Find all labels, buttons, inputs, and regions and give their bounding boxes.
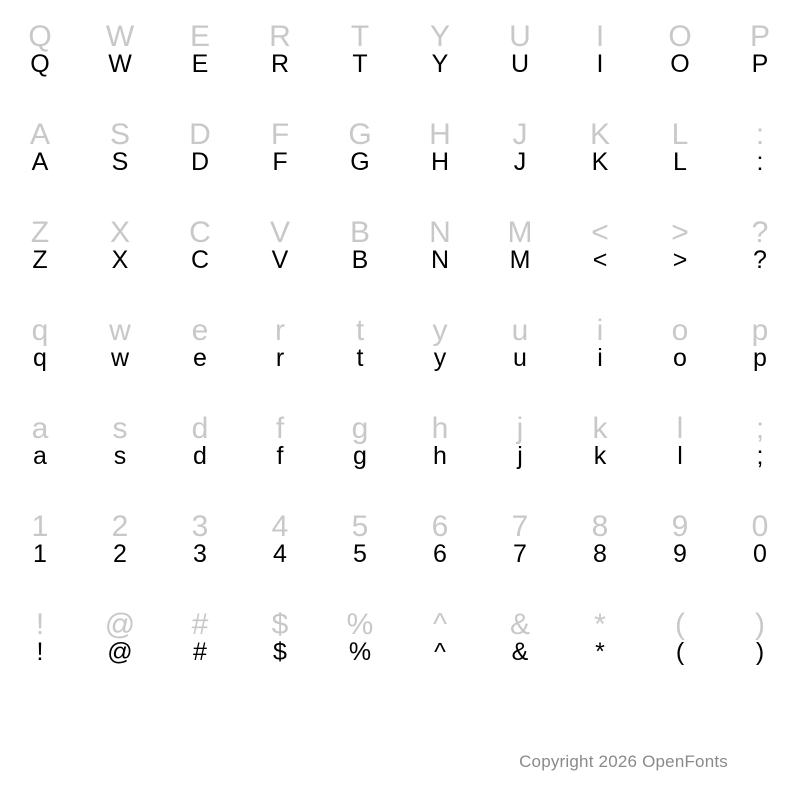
glyph-cell: 6 [431,510,449,543]
glyph-cell: 5 [353,540,367,568]
glyph-cell: h [431,412,449,445]
glyph-cell: A [31,148,49,176]
glyph-cell: ; [755,412,765,445]
glyph-cell: f [276,442,284,470]
glyph-cell: X [109,216,130,249]
glyph-cell: R [270,50,290,78]
glyph-cell: ? [751,216,769,249]
glyph-cell: 6 [433,540,447,568]
glyph-cell: G [348,118,372,151]
glyph-cell: w [109,314,131,347]
glyph-cell: t [355,314,365,347]
glyph-cell: * [594,608,606,641]
glyph-cell: d [191,412,209,445]
glyph-row [0,444,800,490]
glyph-cell: L [671,118,689,151]
glyph-cell: ; [756,442,764,470]
glyph-cell: a [31,412,49,445]
glyph-cell: U [510,50,530,78]
glyph-cell: X [111,246,129,274]
glyph-cell: q [31,314,49,347]
glyph-cell: ( [675,608,685,641]
glyph-cell: 8 [591,510,609,543]
glyph-cell: W [105,20,135,53]
glyph-row [0,588,800,640]
glyph-cell: ^ [434,638,446,666]
glyph-row [0,542,800,588]
glyph-cell: @ [104,608,136,641]
glyph-cell: P [751,50,769,78]
glyph-cell: N [430,246,450,274]
glyph-cell: C [189,216,211,249]
glyph-cell: g [351,412,369,445]
glyph-cell: d [193,442,207,470]
glyph-cell: E [189,20,210,53]
glyph-cell: w [110,344,130,372]
glyph-cell: 1 [31,510,49,543]
glyph-cell: K [591,148,609,176]
glyph-row [0,52,800,98]
glyph-cell: 3 [191,510,209,543]
glyph-cell: Q [28,20,52,53]
glyph-cell: * [595,638,605,666]
glyph-cell: o [671,314,689,347]
glyph-cell: y [432,314,448,347]
glyph-cell: > [672,246,688,274]
glyph-cell: u [511,314,529,347]
glyph-cell: u [513,344,527,372]
glyph-cell: & [511,638,529,666]
glyph-cell: 0 [751,510,769,543]
glyph-cell: ! [36,638,44,666]
glyph-cell: # [191,608,209,641]
glyph-cell: 7 [513,540,527,568]
glyph-cell: 7 [511,510,529,543]
glyph-cell: N [429,216,451,249]
glyph-row [0,640,800,686]
glyph-cell: k [592,412,608,445]
glyph-cell: J [513,148,527,176]
glyph-cell: C [190,246,210,274]
glyph-cell: R [269,20,291,53]
glyph-cell: B [351,246,369,274]
glyph-cell: V [269,216,290,249]
glyph-row [0,346,800,392]
glyph-cell: 0 [753,540,767,568]
glyph-cell: e [193,344,207,372]
glyph-row [0,248,800,294]
glyph-row [0,490,800,542]
glyph-cell: ) [755,608,765,641]
glyph-cell: % [348,638,372,666]
glyph-cell: f [275,412,285,445]
glyph-cell: I [595,20,605,53]
glyph-cell: Z [30,216,50,249]
glyph-cell: 8 [593,540,607,568]
glyph-cell: a [33,442,47,470]
glyph-cell: D [189,118,211,151]
glyph-cell: % [346,608,374,641]
glyph-cell: 5 [351,510,369,543]
glyph-cell: g [353,442,367,470]
glyph-row [0,98,800,150]
glyph-cell: T [352,50,368,78]
copyright-notice: Copyright 2026 OpenFonts [519,752,728,771]
glyph-cell: i [597,344,603,372]
glyph-cell: 9 [671,510,689,543]
glyph-cell: F [270,118,290,151]
glyph-cell: 3 [193,540,207,568]
glyph-cell: i [596,314,604,347]
glyph-cell: $ [273,638,287,666]
glyph-cell: : [756,148,764,176]
glyph-cell: V [271,246,289,274]
glyph-cell: o [673,344,687,372]
glyph-cell: A [29,118,50,151]
glyph-cell: 4 [273,540,287,568]
glyph-cell: W [108,50,132,78]
glyph-cell: l [676,412,684,445]
glyph-cell: D [190,148,210,176]
glyph-cell: J [512,118,528,151]
glyph-row [0,392,800,444]
glyph-cell: G [350,148,370,176]
glyph-cell: K [589,118,610,151]
glyph-cell: < [592,246,608,274]
glyph-row [0,294,800,346]
glyph-cell: t [356,344,364,372]
glyph-cell: @ [107,638,133,666]
glyph-cell: Z [32,246,48,274]
glyph-cell: F [272,148,288,176]
glyph-cell: 9 [673,540,687,568]
glyph-cell: ) [755,638,765,666]
glyph-cell: E [191,50,209,78]
glyph-cell: e [191,314,209,347]
glyph-cell: p [753,344,767,372]
glyph-cell: q [33,344,47,372]
glyph-cell: M [507,216,533,249]
glyph-row [0,150,800,196]
glyph-cell: T [350,20,370,53]
glyph-cell: r [275,344,285,372]
glyph-cell: S [111,148,129,176]
glyph-cell: U [509,20,531,53]
glyph-cell: s [113,442,127,470]
glyph-cell: # [193,638,207,666]
glyph-cell: k [593,442,607,470]
glyph-cell: p [751,314,769,347]
glyph-cell: j [517,442,523,470]
glyph-cell: r [275,314,285,347]
glyph-cell: y [433,344,447,372]
glyph-cell: 1 [33,540,47,568]
glyph-cell: : [755,118,765,151]
glyph-cell: $ [271,608,289,641]
glyph-row [0,0,800,52]
glyph-cell: H [430,148,450,176]
glyph-cell: S [109,118,130,151]
glyph-cell: ( [675,638,685,666]
glyph-cell: Q [30,50,50,78]
glyph-cell: Y [431,50,449,78]
glyph-cell: O [670,50,690,78]
glyph-cell: P [749,20,770,53]
glyph-cell: s [112,412,128,445]
glyph-cell: < [591,216,609,249]
glyph-cell: ! [35,608,45,641]
glyph-cell: j [516,412,524,445]
glyph-cell: B [349,216,370,249]
glyph-cell: Y [429,20,450,53]
glyph-cell: 2 [111,510,129,543]
glyph-cell: 4 [271,510,289,543]
glyph-cell: H [429,118,451,151]
glyph-cell: M [509,246,531,274]
glyph-cell: & [509,608,530,641]
glyph-cell: ^ [432,608,448,641]
glyph-cell: ? [753,246,767,274]
glyph-cell: h [433,442,447,470]
glyph-cell: 2 [113,540,127,568]
glyph-cell: O [668,20,692,53]
glyph-cell: L [673,148,687,176]
glyph-row [0,196,800,248]
glyph-cell: I [596,50,604,78]
glyph-cell: > [671,216,689,249]
glyph-cell: l [677,442,683,470]
